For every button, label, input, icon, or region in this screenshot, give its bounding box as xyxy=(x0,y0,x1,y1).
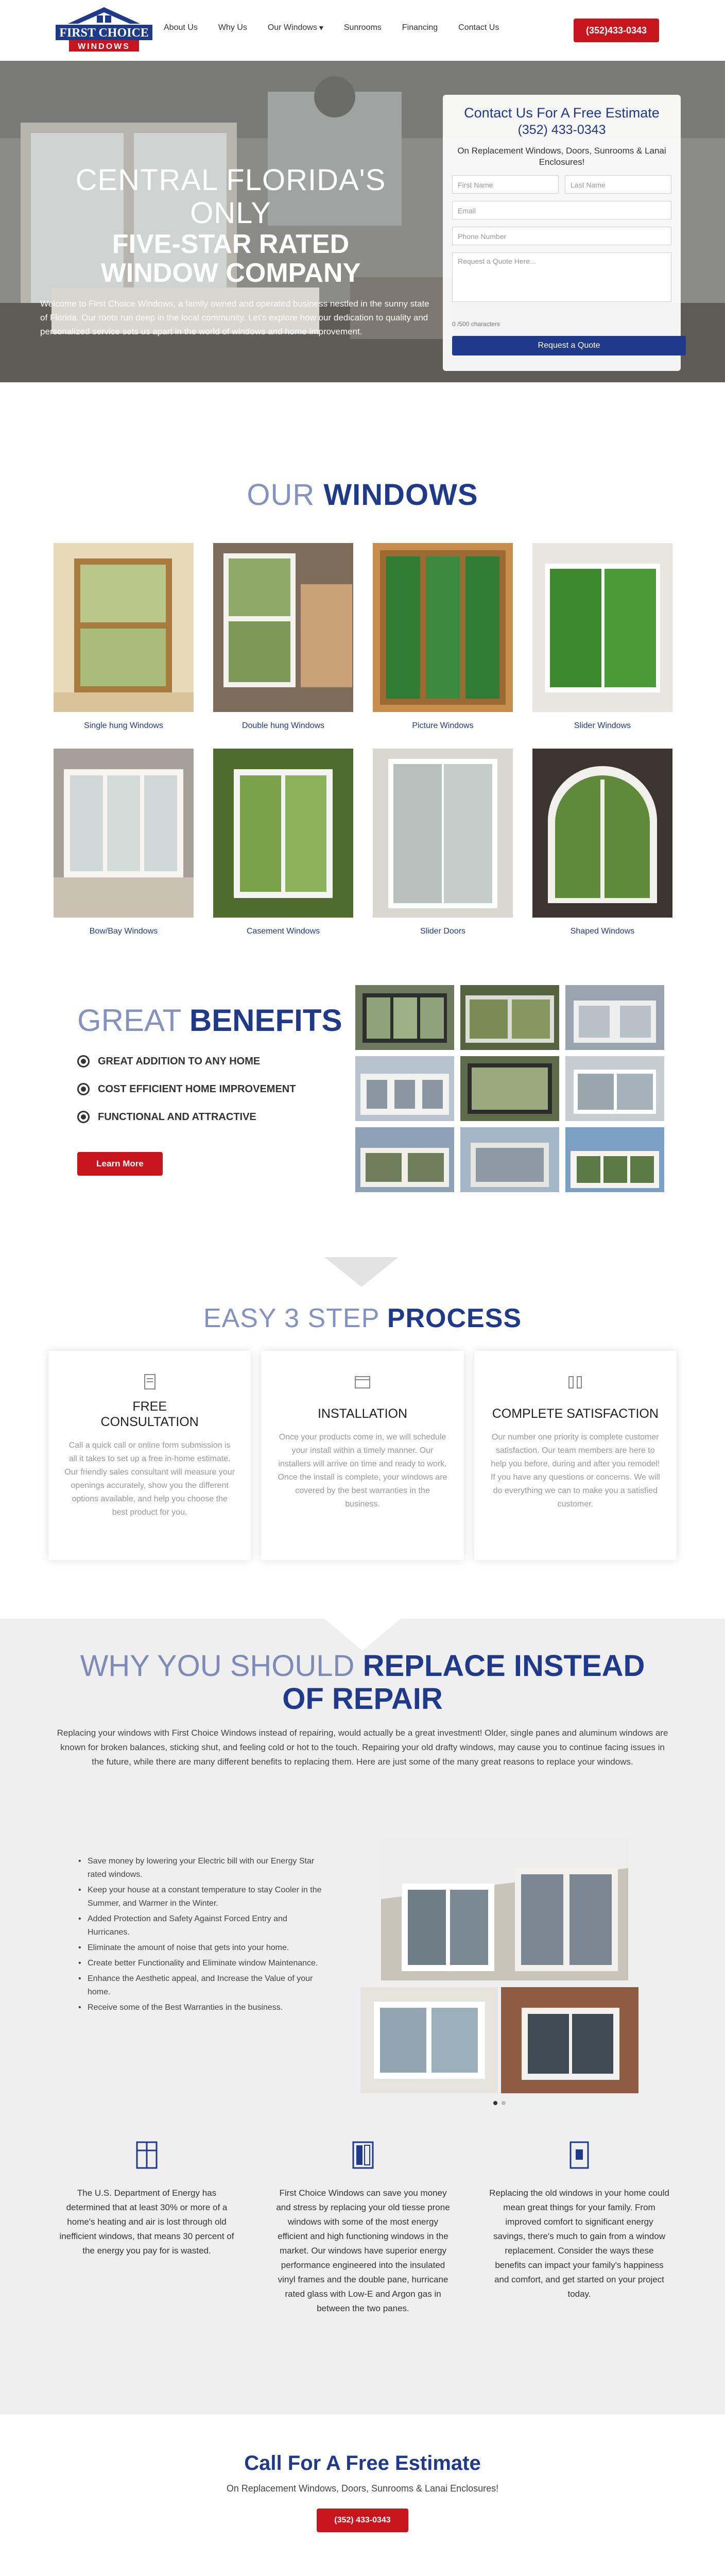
window-card-single-hung[interactable] xyxy=(54,543,194,731)
shaped-window-image xyxy=(532,749,672,918)
request-quote-button[interactable]: Request a Quote xyxy=(452,336,686,355)
chevron-down-icon: ▾ xyxy=(319,24,323,32)
step-body: Our number one priority is complete customer satisfaction. Our team members are here to help you before, during and after you remodel! If you have any questions or concerns. We will do everything we can to make you a satisfied customer. xyxy=(490,1433,660,1509)
form-description: On Replacement Windows, Doors, Sunrooms & Lanai Enclosures! xyxy=(457,146,666,167)
benefit-text: FUNCTIONAL AND ATTRACTIVE xyxy=(98,1111,256,1123)
picture-window-image xyxy=(373,543,513,712)
radio-dot-icon xyxy=(77,1055,90,1067)
cta-subtitle: On Replacement Windows, Doors, Sunrooms & Lanai Enclosures! xyxy=(226,2483,499,2494)
window-label: Casement Windows xyxy=(246,927,320,936)
slider-window-image xyxy=(532,543,672,712)
benefits-list xyxy=(77,1055,296,1139)
list-item: • Save money by lowering your Electric bill with our Energy Star rated windows. xyxy=(78,1855,325,1882)
window-label: Single hung Windows xyxy=(84,721,163,730)
steps-cards xyxy=(48,1351,677,1560)
replace-section xyxy=(0,1619,725,2414)
hero xyxy=(0,61,725,382)
list-item: • Create better Functionality and Eliminate window Maintenance. xyxy=(78,1957,325,1970)
estimate-form xyxy=(443,95,681,371)
bow-bay-window-image xyxy=(54,749,194,918)
home-window-icon xyxy=(567,2140,591,2170)
nav-why-us[interactable]: Why Us xyxy=(218,23,247,32)
benefit-item xyxy=(77,1111,296,1123)
casement-window-image xyxy=(213,749,353,918)
room-window-photo xyxy=(360,1987,498,2093)
cta-title: Call For A Free Estimate xyxy=(244,2452,481,2475)
sunroom-photo xyxy=(355,1127,454,1192)
window-icon xyxy=(351,2140,375,2170)
main-nav xyxy=(164,23,499,33)
step-body: Call a quick call or online form submission is all it takes to set up a free in-home estimate. Our friendly sales consultant will measure your openings accurately, show you the different options available, and help you choose the best product for you. xyxy=(64,1441,235,1517)
replace-heading xyxy=(0,1650,725,1716)
window-label: Picture Windows xyxy=(412,721,474,730)
windows-heading xyxy=(0,478,725,512)
windows-heading-light: OUR xyxy=(247,478,315,512)
window-card-bow-bay[interactable] xyxy=(54,749,194,937)
window-card-slider-doors[interactable] xyxy=(373,749,513,937)
cta-phone-button[interactable]: (352) 433-0343 xyxy=(317,2509,408,2532)
radio-dot-icon xyxy=(77,1111,90,1123)
sunroom-photo xyxy=(565,985,664,1050)
steps-heading-bold: PROCESS xyxy=(387,1303,522,1333)
hero-title-line1: FIVE-STAR RATED xyxy=(112,229,350,259)
window-label: Double hung Windows xyxy=(241,721,325,730)
radio-dot-icon xyxy=(77,1083,90,1095)
replace-benefits-list xyxy=(78,1855,325,2016)
window-label: Bow/Bay Windows xyxy=(89,927,158,936)
benefits-section xyxy=(0,980,725,1207)
hero-text xyxy=(40,164,431,338)
window-label: Slider Doors xyxy=(420,927,466,936)
character-counter: 0 /500 characters xyxy=(452,320,500,328)
nav-financing[interactable]: Financing xyxy=(402,23,438,32)
document-icon xyxy=(140,1371,160,1392)
replace-heading-bold-line2: OF REPAIR xyxy=(282,1682,443,1716)
exterior-window-photo xyxy=(501,1987,638,2093)
replace-photo-slider xyxy=(360,1837,638,2108)
house-window-photo xyxy=(381,1837,628,1980)
nav-sunrooms[interactable]: Sunrooms xyxy=(343,23,382,32)
replace-columns xyxy=(57,2140,669,2316)
header-phone-button[interactable]: (352)433-0343 xyxy=(574,19,659,42)
section-divider-arrow xyxy=(324,1619,401,1651)
nav-our-windows-label: Our Windows xyxy=(267,23,317,32)
benefit-item xyxy=(77,1055,296,1067)
step-title: CONSULTATION xyxy=(100,1415,199,1429)
step-title: FREE xyxy=(132,1399,167,1414)
benefits-heading-bold: BENEFITS xyxy=(189,1003,342,1038)
list-item: • Enhance the Aesthetic appeal, and Increase the Value of your home. xyxy=(78,1972,325,1999)
steps-heading-light: EASY 3 STEP xyxy=(203,1303,379,1333)
window-label: Slider Windows xyxy=(574,721,631,730)
form-phone[interactable]: (352) 433-0343 xyxy=(517,123,606,137)
learn-more-button[interactable]: Learn More xyxy=(77,1152,163,1176)
benefit-item xyxy=(77,1083,296,1095)
slider-dots xyxy=(360,2098,638,2108)
call-to-action xyxy=(0,2414,725,2573)
step-title: COMPLETE SATISFACTION xyxy=(492,1406,659,1421)
replace-heading-bold: REPLACE INSTEAD xyxy=(362,1649,645,1683)
steps-heading xyxy=(0,1301,725,1335)
window-card-picture[interactable] xyxy=(373,543,513,731)
list-item: • Eliminate the amount of noise that gets into your home. xyxy=(78,1941,325,1955)
phone-input[interactable]: Phone Number xyxy=(452,227,671,245)
site-header xyxy=(0,0,725,61)
sunroom-photo xyxy=(460,985,559,1050)
slider-dot[interactable] xyxy=(493,2101,497,2105)
step-card-satisfaction xyxy=(474,1351,677,1560)
windows-grid xyxy=(54,543,671,937)
replace-column xyxy=(57,2140,237,2316)
energy-icon xyxy=(135,2140,159,2170)
company-logo[interactable] xyxy=(54,6,154,55)
window-card-double-hung[interactable] xyxy=(213,543,353,731)
columns-icon xyxy=(565,1371,585,1392)
list-item: • Receive some of the Best Warranties in the business. xyxy=(78,2001,325,2014)
window-card-slider[interactable] xyxy=(532,543,672,731)
windows-heading-bold: WINDOWS xyxy=(323,478,478,512)
replace-column-text: The U.S. Department of Energy has determined that at least 30% or more of a home's heating and air is lost through old inefficient windows, that means 30 percent of the energy you pay for is wasted. xyxy=(59,2188,234,2256)
nav-our-windows[interactable] xyxy=(268,23,323,33)
hero-subtitle: Welcome to First Choice Windows, a family owned and operated business nestled in the sunny state of Florida. Our roots run deep in the local community. Let's explore how our dedication to quality and personalized service sets us apart in the world of windows and home improvement. xyxy=(40,299,429,336)
sunroom-photo xyxy=(565,1056,664,1121)
slider-dot[interactable] xyxy=(502,2101,506,2105)
slider-doors-image xyxy=(373,749,513,918)
step-body: Once your products come in, we will schedule your install within a timely manner. Our installers will arrive on time and ready to work. Once the install is complete, your windows are covered by the best warranties in the business. xyxy=(278,1433,447,1509)
benefit-text: GREAT ADDITION TO ANY HOME xyxy=(98,1055,261,1067)
replace-column-text: First Choice Windows can save you money and stress by replacing your old tiesse prone windows with some of the most energy efficient and high functioning windows in the market. Our windows have superior energy performance engineered into the insulated vinyl frames and the double pane, hurricane rated glass with Low-E and Argon gas in between the two panes. xyxy=(276,2188,450,2313)
sunroom-photo xyxy=(460,1127,559,1192)
list-item: • Keep your house at a constant temperature to stay Cooler in the Summer, and Warmer in the Winter. xyxy=(78,1884,325,1910)
sunroom-photo xyxy=(565,1127,664,1192)
logo-text-line2: WINDOWS xyxy=(78,42,130,51)
step-card-consultation xyxy=(48,1351,251,1560)
nav-contact[interactable]: Contact Us xyxy=(458,23,499,32)
sunroom-photo xyxy=(355,1056,454,1121)
first-name-input[interactable]: First Name xyxy=(452,175,559,194)
window-card-casement[interactable] xyxy=(213,749,353,937)
form-title: Contact Us For A Free Estimate xyxy=(464,105,660,121)
replace-intro: Replacing your windows with First Choice Windows instead of repairing, would actually be a great investment! Older, single panes and aluminum windows are known for broken balances, sticking shut, and feeling cold or hot to the touch. Repairing your old drafty windows, may cause you to continue facing issues in the future, while there are many different benefits to replacing them. Here are just some of the many great reasons to replace your windows. xyxy=(57,1728,668,1767)
window-label: Shaped Windows xyxy=(570,927,635,936)
single-hung-window-image xyxy=(54,543,194,712)
benefits-photo-grid xyxy=(355,985,664,1192)
hero-kicker: CENTRAL FLORIDA'S ONLY xyxy=(75,163,386,230)
sunroom-photo xyxy=(355,985,454,1050)
window-card-shaped[interactable] xyxy=(532,749,672,937)
last-name-input[interactable]: Last Name xyxy=(565,175,671,194)
sunroom-photo xyxy=(460,1056,559,1121)
email-input[interactable]: Email xyxy=(452,201,671,219)
logo-text-line1: FIRST CHOICE xyxy=(59,26,149,40)
list-item: • Added Protection and Safety Against Forced Entry and Hurricanes. xyxy=(78,1912,325,1939)
replace-column xyxy=(273,2140,453,2316)
replace-column-text: Replacing the old windows in your home could mean great things for your family. From improved comfort to significant energy savings, there's much to gain from a window replacement. Consider the ways these benefits can impact your family's happiness and comfort, and get started on your project today. xyxy=(489,2188,669,2299)
benefit-text: COST EFFICIENT HOME IMPROVEMENT xyxy=(98,1083,296,1095)
nav-about[interactable]: About Us xyxy=(164,23,198,32)
section-divider-arrow xyxy=(324,1257,399,1287)
benefits-heading xyxy=(77,1004,342,1038)
step-title: INSTALLATION xyxy=(317,1406,408,1421)
hero-title-line2: WINDOW COMPANY xyxy=(100,258,361,288)
message-textarea[interactable]: Request a Quote Here... xyxy=(452,252,671,302)
double-hung-window-image xyxy=(213,543,353,712)
benefits-heading-light: GREAT xyxy=(77,1003,181,1038)
replace-heading-light: WHY YOU SHOULD xyxy=(80,1649,355,1683)
step-card-installation xyxy=(261,1351,463,1560)
calendar-icon xyxy=(352,1371,373,1392)
replace-column xyxy=(489,2140,669,2316)
